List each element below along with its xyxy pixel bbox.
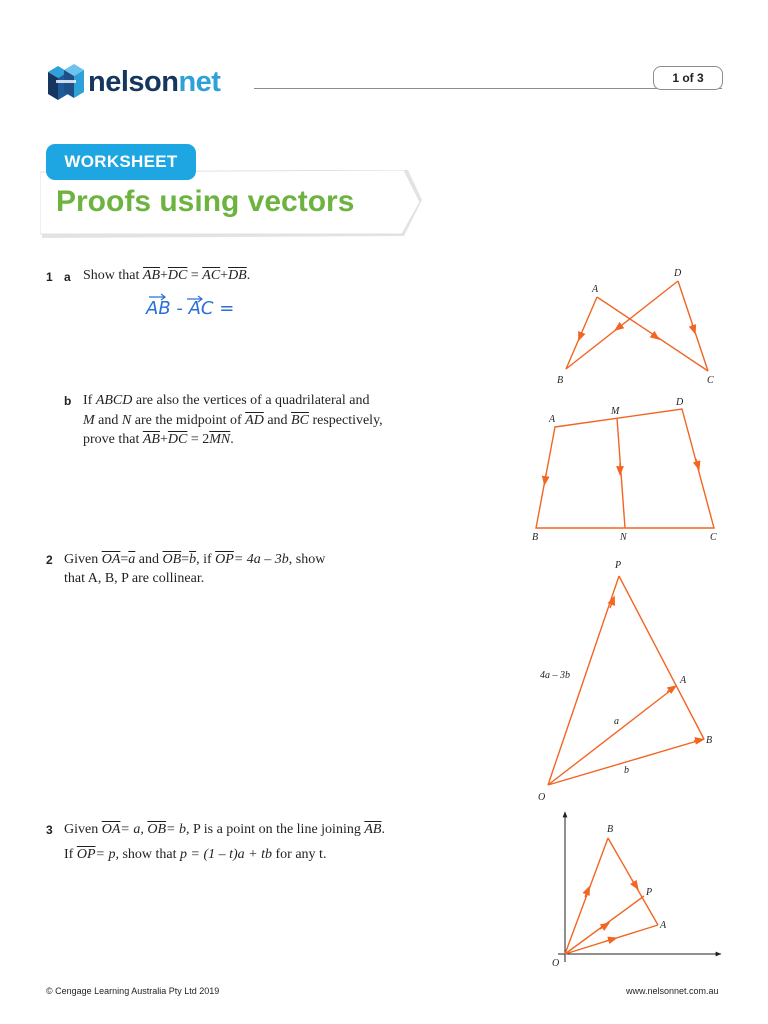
d3-label-A: A [680, 675, 687, 686]
logo-part-nelson: nelson [88, 66, 179, 98]
handwritten-arrows [149, 294, 202, 302]
q2-line2: that A, B, P are collinear. [64, 571, 205, 586]
q3-number: 3 [46, 823, 53, 837]
footer-url[interactable]: www.nelsonnet.com.au [626, 986, 719, 996]
d4-label-A: A [660, 920, 667, 931]
q3-line1: Given $\overline{OA}= a$, $\overline{OB}= b$, P is a point on the line joining $\overline{AB}$. [64, 822, 385, 837]
q1a-label: a [64, 270, 71, 284]
q2-number: 2 [46, 553, 53, 567]
q1a-text: Show that $\overline{AB}+\overline{DC} = \overline{AC}+\overline{DB}$. [83, 268, 251, 283]
q1b-line3: prove that $\overline{AB}+\overline{DC} = 2\overline{MN}$. [83, 432, 234, 447]
worksheet-badge: WORKSHEET [46, 144, 196, 180]
d4-label-O: O [552, 958, 560, 969]
handwritten-annotation: AB - AC = [146, 298, 235, 319]
d2-label-D: D [676, 397, 684, 408]
d3-a-label: a [614, 716, 619, 727]
d3-b-label: b [624, 765, 629, 776]
logo-part-net: net [178, 66, 221, 98]
diagram-q3-axes [558, 812, 721, 962]
d1-label-D: D [674, 268, 682, 279]
d1-label-A: A [592, 284, 599, 295]
d2-label-A: A [549, 414, 556, 425]
d3-label-P: P [615, 560, 622, 571]
page-indicator: 1 of 3 [653, 66, 723, 90]
diagram-q3 [565, 838, 658, 954]
d4-label-P: P [646, 887, 653, 898]
diagram-q1a [566, 281, 708, 371]
d4-label-B: B [607, 824, 614, 835]
q1-number: 1 [46, 270, 53, 284]
d3-label-B: B [706, 735, 713, 746]
q3-line2: If $\overline{OP}= p$, show that p = (1 – t)a + tb for any t. [64, 847, 327, 862]
diagram-q1b [536, 409, 714, 528]
d2-label-M: M [611, 406, 620, 417]
worksheet-title: Proofs using vectors [56, 185, 355, 218]
d3-label-O: O [538, 792, 546, 803]
d2-label-C: C [710, 532, 717, 543]
d2-label-N: N [620, 532, 627, 543]
footer-copyright: © Cengage Learning Australia Pty Ltd 2019 [46, 986, 220, 996]
q1b-line1: If ABCD are also the vertices of a quadrilateral and [83, 393, 370, 408]
q1b-line2: M and N are the midpoint of $\overline{AD}$ and $\overline{BC}$ respectively, [83, 413, 383, 428]
q2-line1: Given $\overline{OA}=\overline{a}$ and $\overline{OB}=\overline{b}$, if $\overline{OP}= 4a - 3b$, show [64, 552, 326, 567]
q1b-label: b [64, 394, 72, 408]
d1-label-C: C [707, 375, 714, 386]
d2-label-B: B [532, 532, 539, 543]
d1-label-B: B [557, 375, 564, 386]
d3-side-label: 4a – 3b [540, 670, 570, 681]
